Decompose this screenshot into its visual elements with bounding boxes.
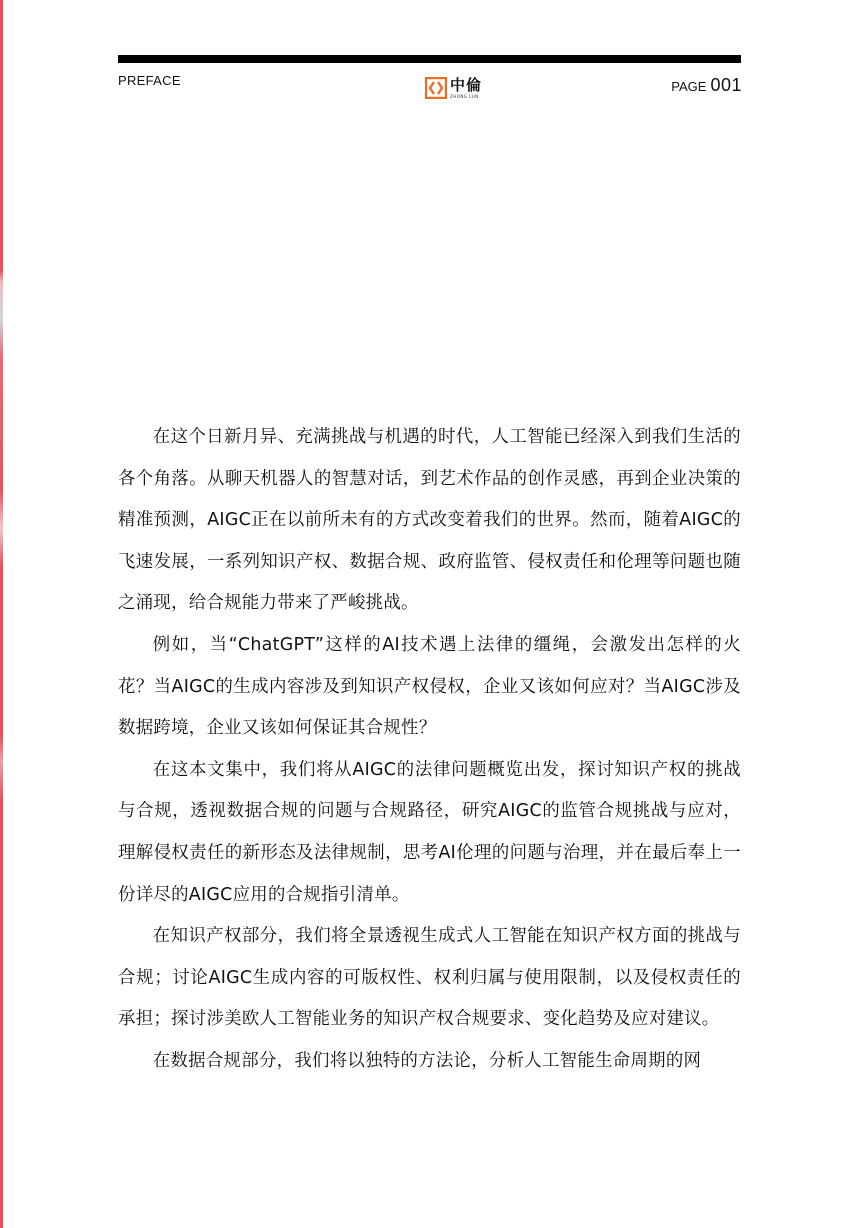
paragraph: 例如，当“ChatGPT”这样的AI技术遇上法律的缰绳，会激发出怎样的火花？当AIGC的生成内容涉及到知识产权侵权，企业又该如何应对？当AIGC涉及数据跨境，企业又该如何保证其合规性？ — [118, 634, 741, 739]
zhonglun-logo-icon — [425, 77, 447, 99]
zhonglun-logo — [425, 75, 482, 101]
paragraph: 在数据合规部分，我们将以独特的方法论，分析人工智能生命周期的网 — [152, 1050, 702, 1071]
paragraph: 在知识产权部分，我们将全景透视生成式人工智能在知识产权方面的挑战与合规；讨论AIGC生成内容的可版权性、权利归属与使用限制，以及侵权责任的承担；探讨涉美欧人工智能业务的知识产权合规要求、变化趋势及应对建议。 — [118, 926, 741, 1030]
header-rule — [118, 55, 741, 63]
logo-chinese: 中倫 — [450, 75, 483, 94]
page-label: PAGE — [671, 79, 707, 94]
page-indicator — [671, 75, 742, 96]
paragraph: 在这本文集中，我们将从AIGC的法律问题概览出发，探讨知识产权的挑战与合规，透视数据合规的问题与合规路径，研究AIGC的监管合规挑战与应对，理解侵权责任的新形态及法律规制，思考AI伦理的问题与治理，并在最后奉上一份详尽的AIGC应用的合规指引清单。 — [118, 759, 741, 905]
paragraph: 在这个日新月异、充满挑战与机遇的时代，人工智能已经深入到我们生活的各个角落。从聊天机器人的智慧对话，到艺术作品的创作灵感，再到企业决策的精准预测，AIGC正在以前所未有的方式改变着我们的世界。然而，随着AIGC的飞速发展，一系列知识产权、数据合规、政府监管、侵权责任和伦理等问题也随之涌现，给合规能力带来了严峻挑战。 — [118, 427, 741, 614]
logo-english: ZHONG LUN — [450, 93, 479, 99]
page-edge-strip — [0, 0, 3, 1228]
preface-body — [118, 417, 741, 1083]
page-number: 001 — [710, 75, 742, 95]
section-label: PREFACE — [118, 73, 181, 88]
logo-text — [450, 75, 483, 99]
